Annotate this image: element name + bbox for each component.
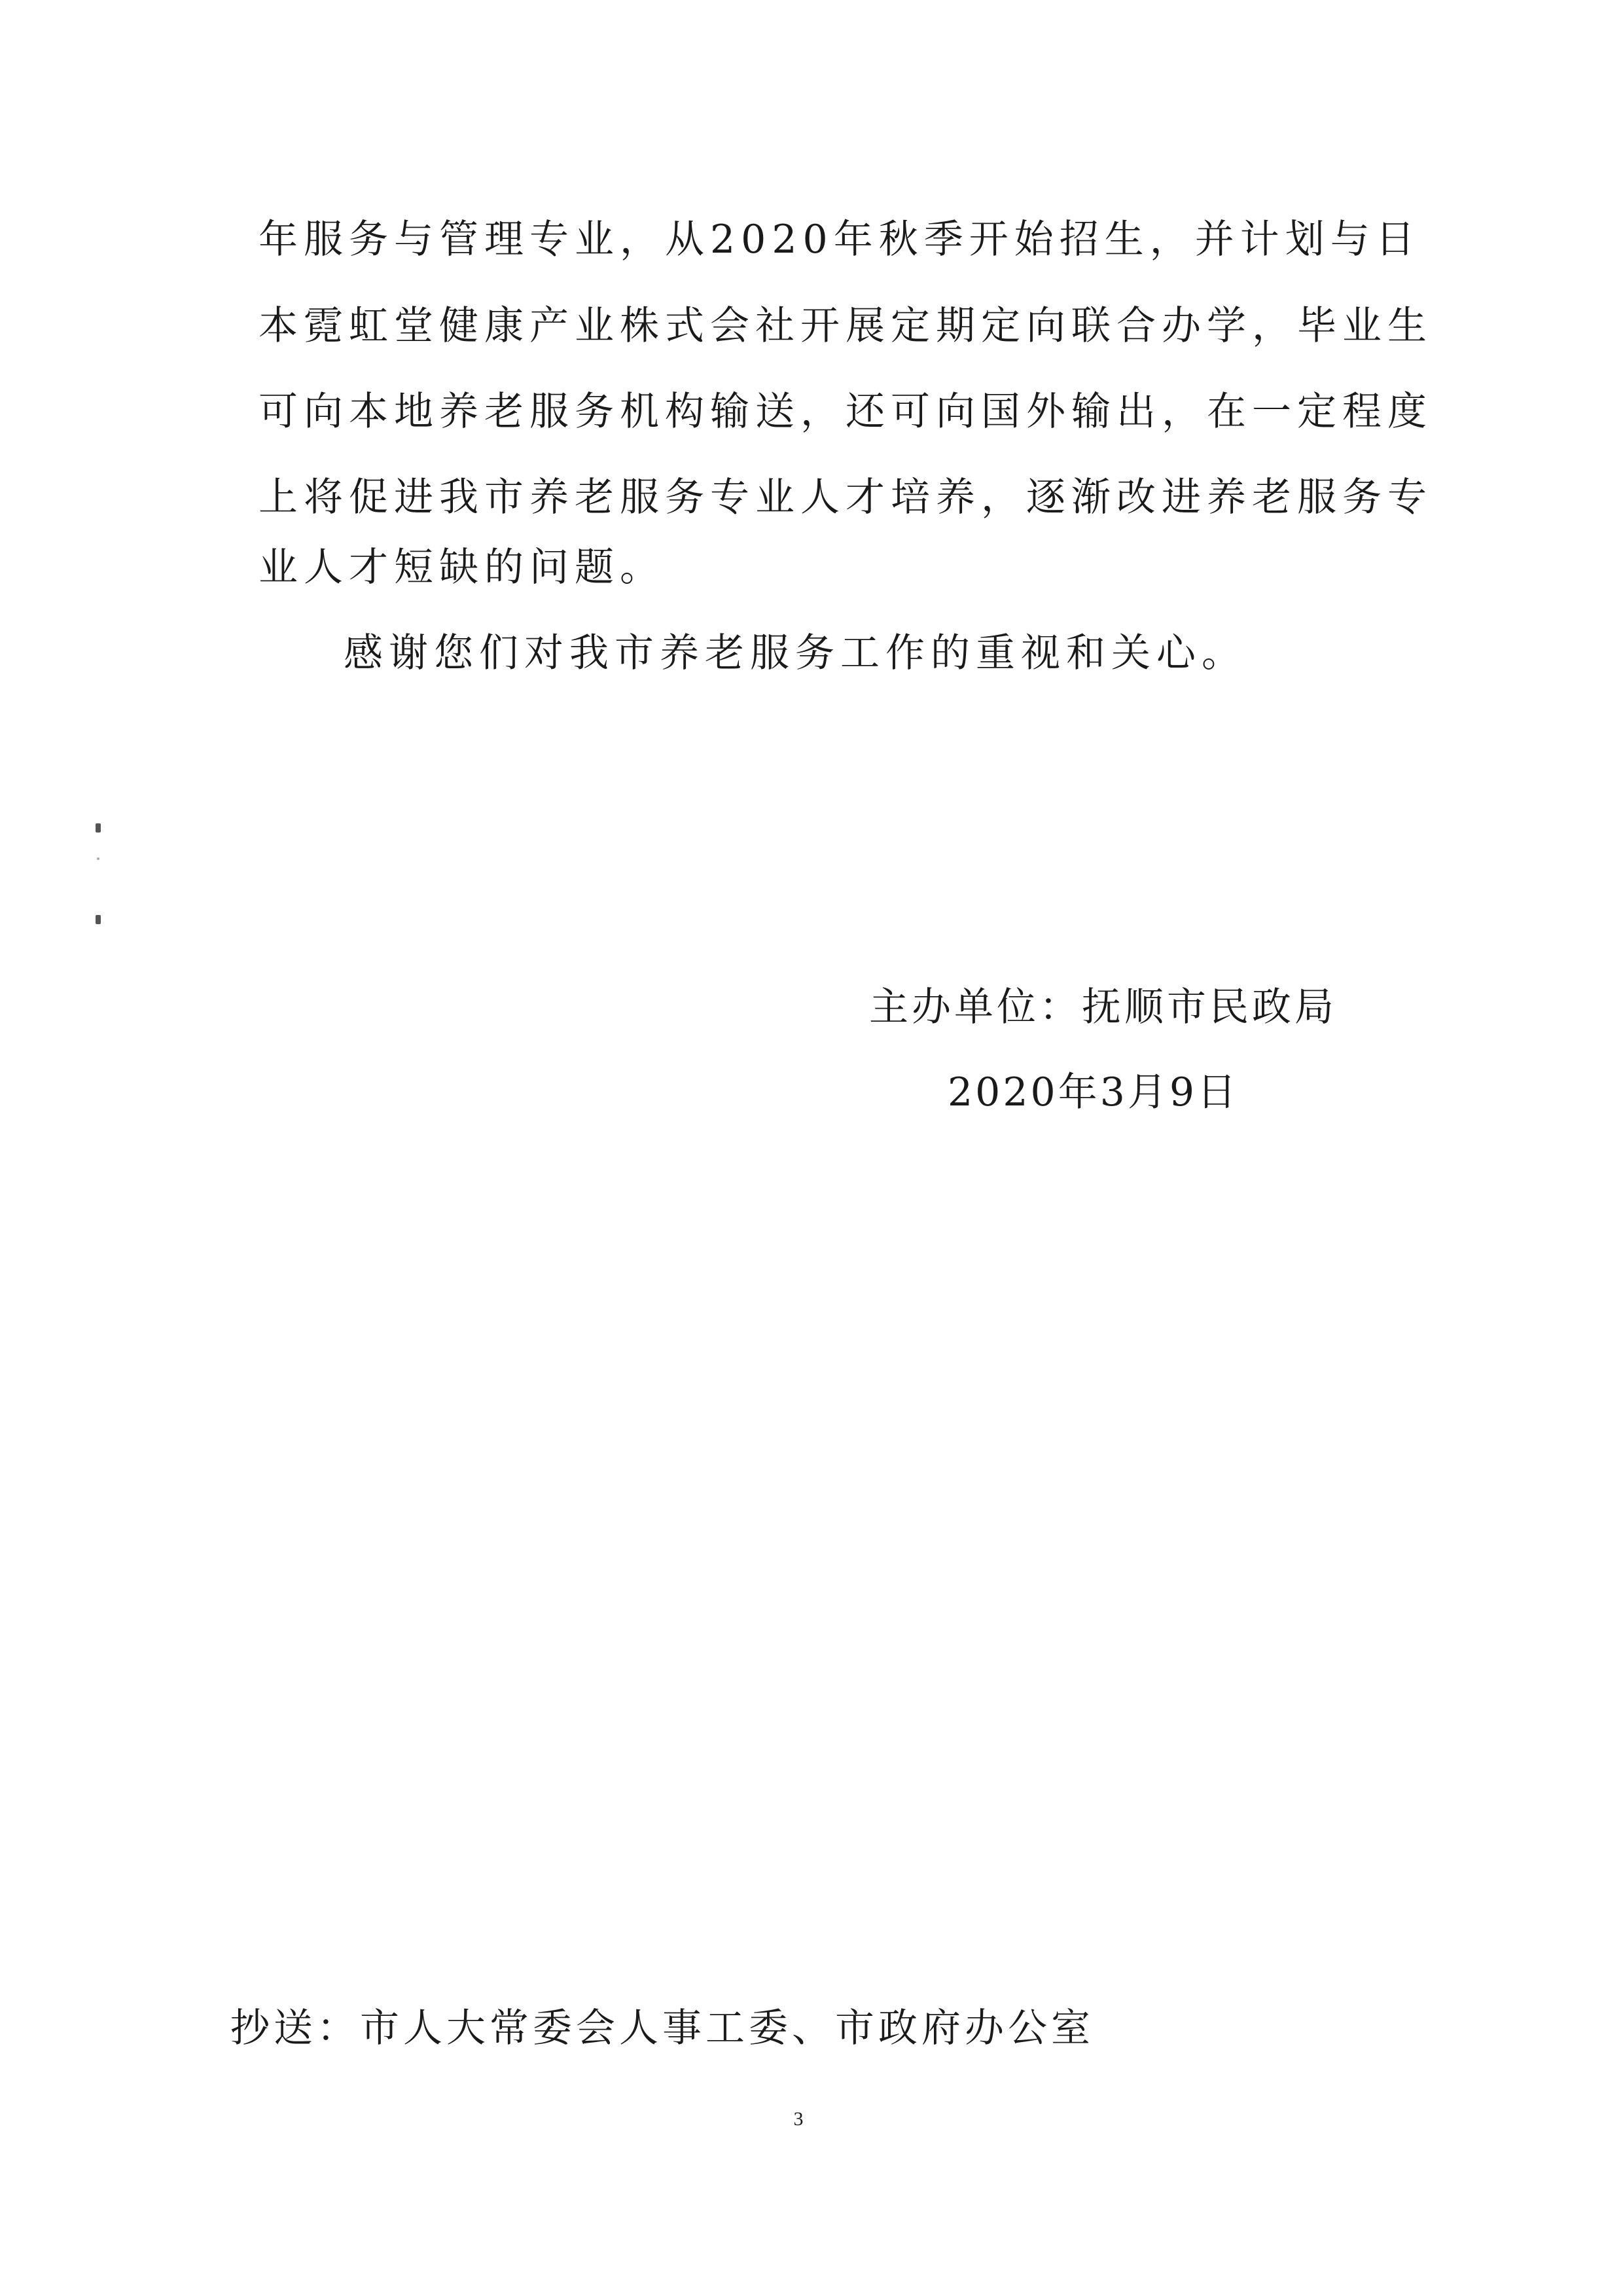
document-date: 2020年3月9日 bbox=[948, 1069, 1240, 1115]
binding-hole-mark bbox=[96, 915, 101, 924]
paragraph-line: 业人才短缺的问题。 bbox=[259, 545, 665, 590]
closing-line: 感谢您们对我市养老服务工作的重视和关心。 bbox=[344, 630, 1247, 676]
page-number: 3 bbox=[793, 2108, 804, 2130]
sponsor-unit: 主办单位：抚顺市民政局 bbox=[869, 984, 1337, 1030]
paragraph-line: 年服务与管理专业，从2020年秋季开始招生，并计划与日 bbox=[259, 217, 1421, 262]
cc-line: 抄送：市人大常委会人事工委、市政府办公室 bbox=[230, 2005, 1094, 2051]
paragraph-line: 本霓虹堂健康产业株式会社开展定期定向联合办学，毕业生 bbox=[259, 303, 1433, 349]
paragraph-line: 上将促进我市养老服务专业人才培养，逐渐改进养老服务专 bbox=[259, 475, 1433, 520]
binding-hole-mark bbox=[97, 857, 99, 860]
paragraph-line: 可向本地养老服务机构输送，还可向国外输出，在一定程度 bbox=[259, 389, 1433, 435]
binding-hole-mark bbox=[96, 823, 101, 833]
